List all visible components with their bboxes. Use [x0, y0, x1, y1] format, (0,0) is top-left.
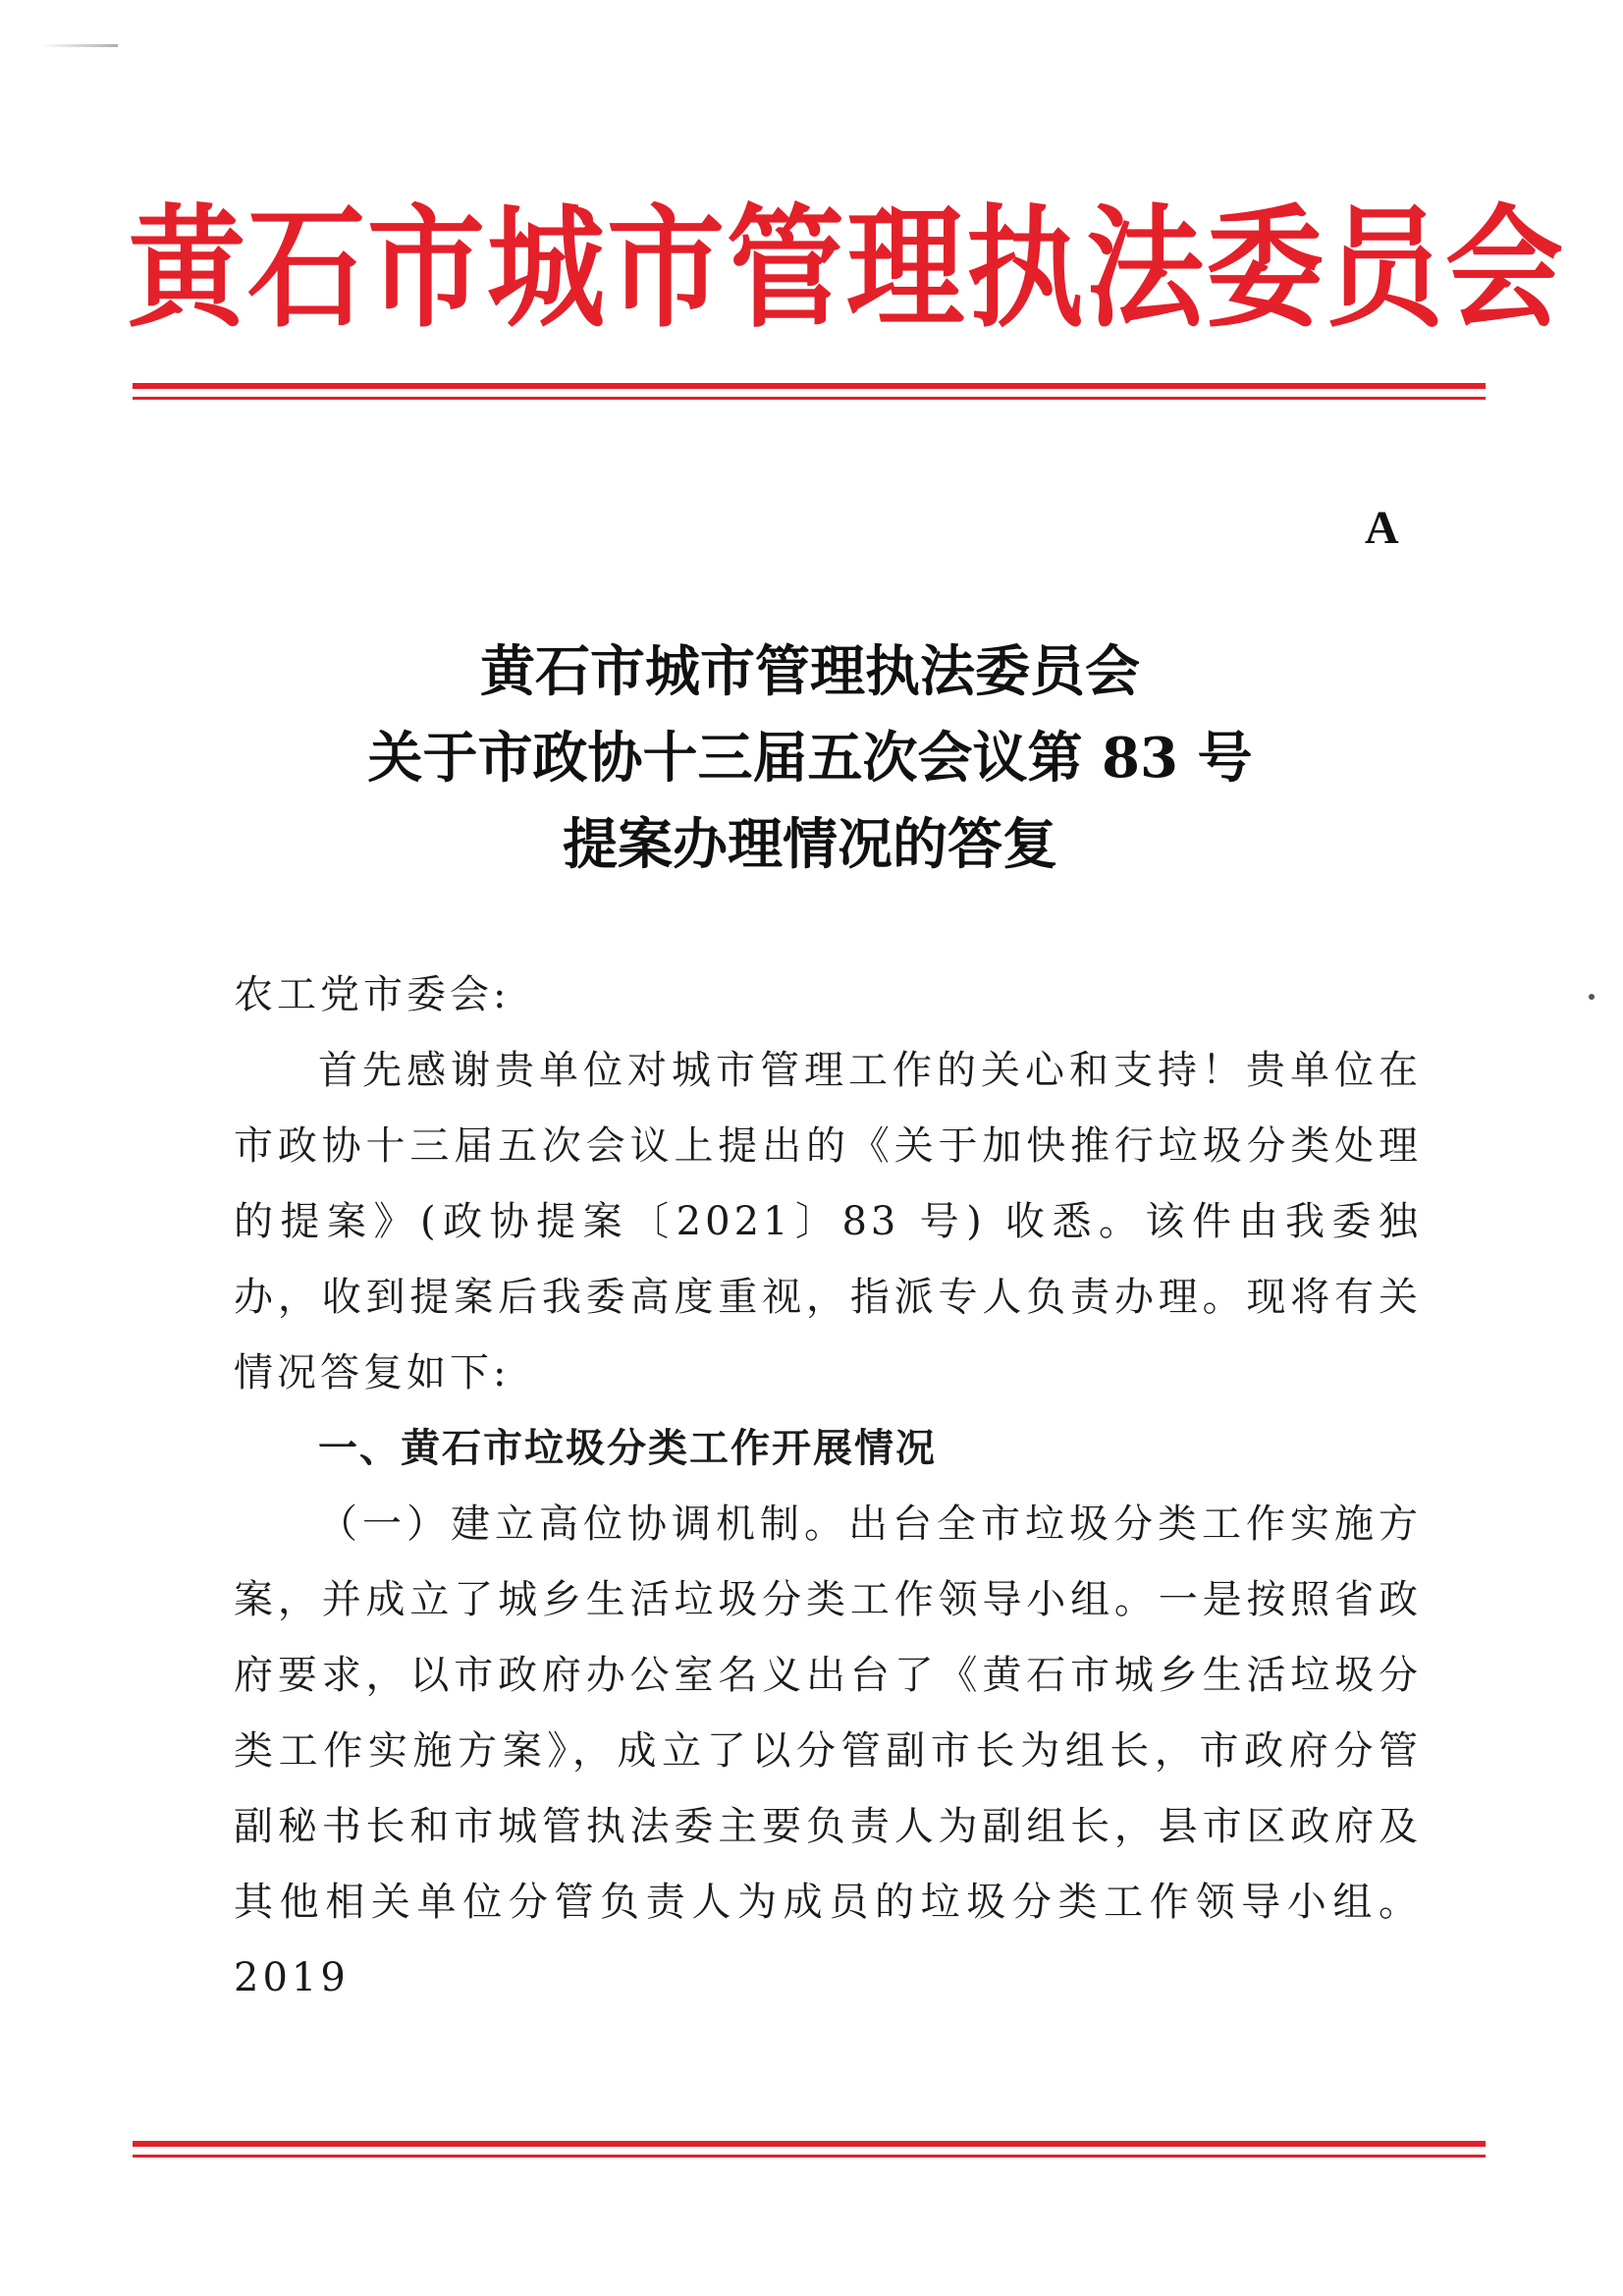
letterhead-rule-thick [133, 383, 1486, 389]
grade-mark: A [1365, 502, 1399, 554]
document-title [196, 629, 1424, 888]
salutation: 农工党市委会: [234, 972, 511, 1017]
scan-speck [1589, 994, 1595, 1000]
footer-rule-thin [133, 2155, 1486, 2158]
title-line-1: 黄石市城市管理执法委员会 [480, 639, 1140, 704]
title-line-2: 关于市政协十三届五次会议第 83 号 [367, 726, 1253, 791]
section-heading-1: 一、黄石市垃圾分类工作开展情况 [318, 1426, 937, 1471]
footer-rule-thick [133, 2141, 1486, 2147]
scan-edge-mark [39, 44, 118, 47]
title-line-3: 提案办理情况的答复 [563, 812, 1057, 877]
paragraph-intro: 首先感谢贵单位对城市管理工作的关心和支持！贵单位在市政协十三届五次会议上提出的《关于加快推行垃圾分类处理的提案》(政协提案〔2021〕83 号) 收悉。该件由我委独办，收到提案后我委高度重视，指派专人负责办理。现将有关情况答复如下: [234, 1048, 1422, 1395]
letterhead-org-name: 黄石市城市管理执法委员会 [128, 191, 1565, 347]
paragraph-coordination: （一）建立高位协调机制。出台全市垃圾分类工作实施方案，并成立了城乡生活垃圾分类工作领导小组。一是按照省政府要求，以市政府办公室名义出台了《黄石市城乡生活垃圾分类工作实施方案》，成立了以分管副市长为组长，市政府分管副秘书长和市城管执法委主要负责人为副组长，县市区政府及其他相关单位分管负责人为成员的垃圾分类工作领导小组。2019 [234, 1502, 1422, 2000]
document-body [234, 957, 1422, 2016]
letterhead-rule-thin [133, 397, 1486, 400]
